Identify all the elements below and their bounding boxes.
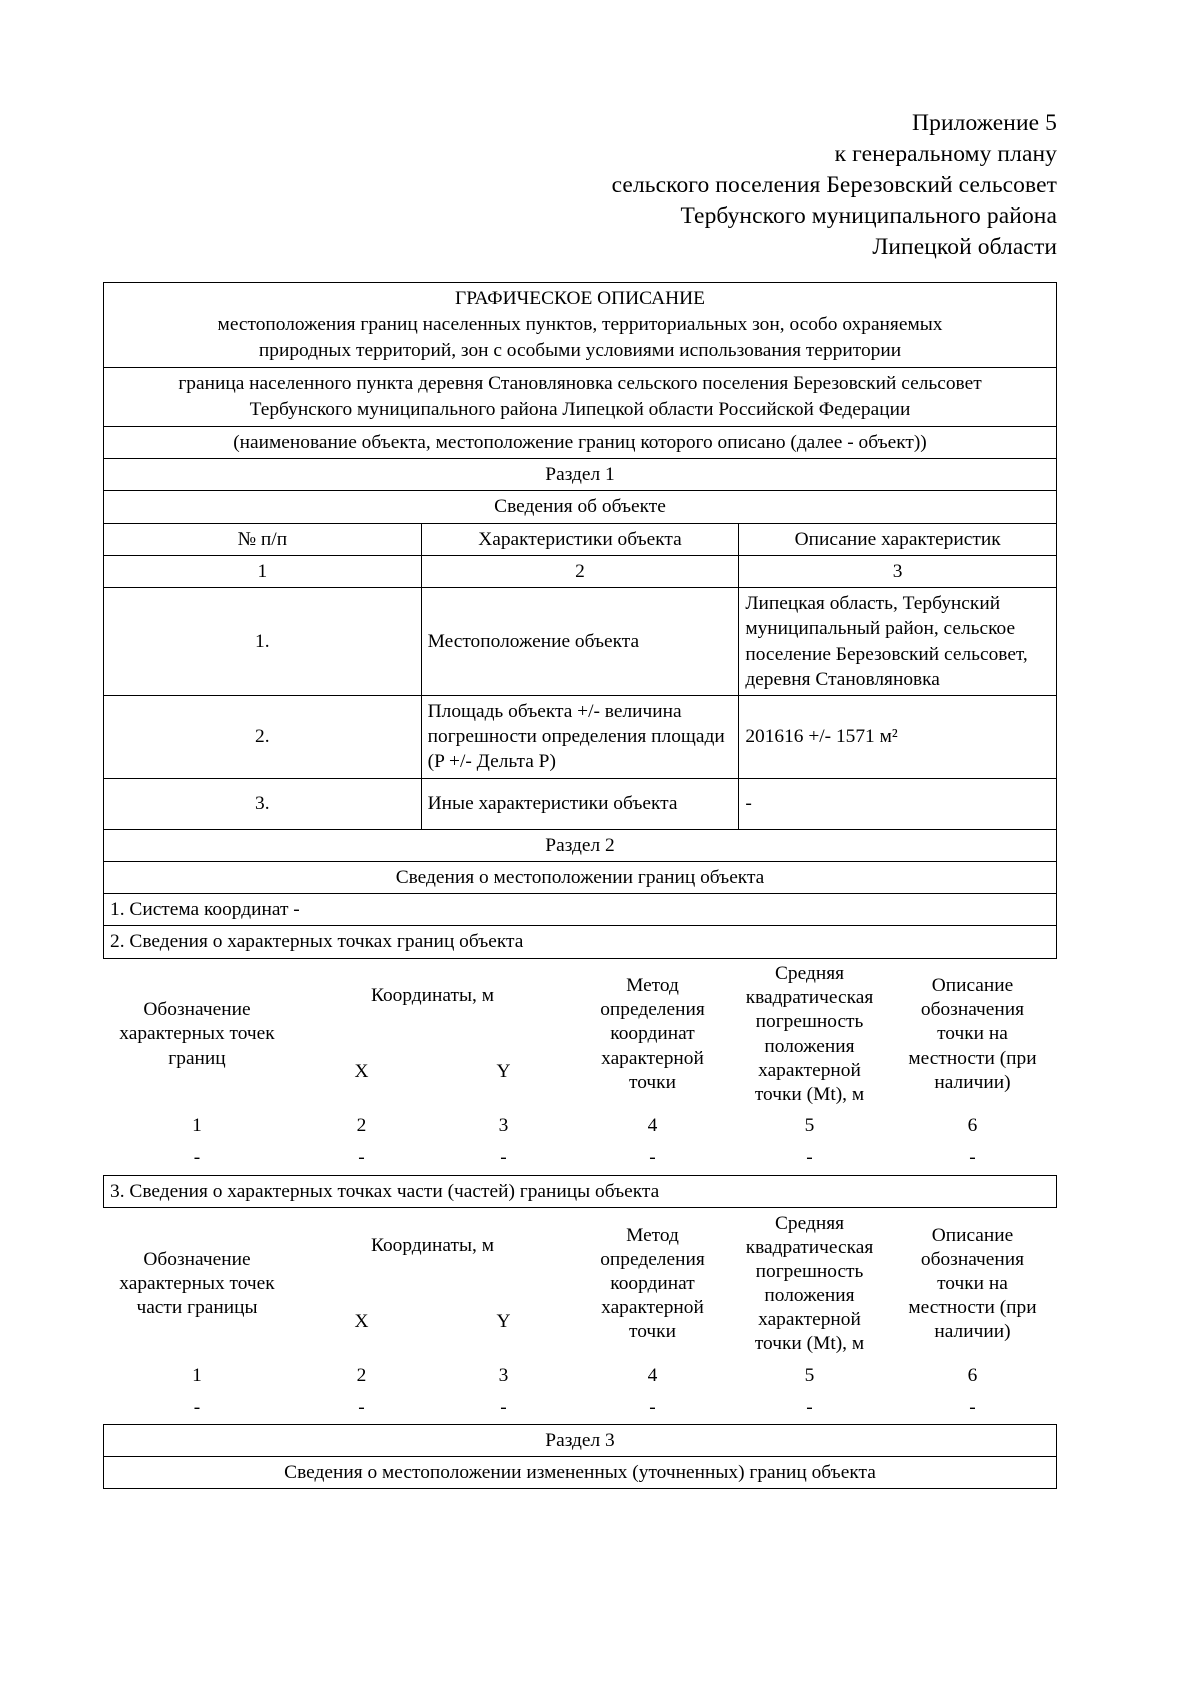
- table-header-numbers-row: [104, 1111, 1057, 1143]
- points-header-designation-line2: характерных точек: [119, 1023, 275, 1045]
- section2-label: Раздел 2: [104, 829, 1057, 861]
- points-colnum-3: 3: [498, 1115, 509, 1137]
- document-subtitle-line2: природных территорий, зон с особыми условиями использования территории: [258, 340, 902, 361]
- column-number-3: 3: [739, 555, 1057, 587]
- points-cell-1: -: [193, 1147, 201, 1169]
- boundary-points-table-cell: [104, 958, 1057, 1175]
- table-row: [104, 1424, 1057, 1456]
- points-colnum-4: 4: [647, 1115, 658, 1137]
- parts-colnum-5: 5: [804, 1364, 815, 1386]
- parts-header-error-line2: квадратическая: [745, 1236, 874, 1258]
- header-line-settlement: сельского поселения Березовский сельсовет: [611, 172, 1057, 199]
- parts-header-error: [731, 1208, 889, 1360]
- points-header-onsite-line1: Описание: [931, 975, 1014, 997]
- column-header-characteristic: Характеристики объекта: [421, 523, 739, 555]
- points-header-error: [731, 959, 889, 1111]
- table-row: [104, 695, 1057, 778]
- header-line-region: Липецкой области: [872, 234, 1057, 261]
- points-header-designation-line1: Обозначение: [143, 999, 251, 1021]
- parts-header-method-line3: координат: [610, 1272, 695, 1294]
- points-header-onsite-line2: обозначения: [920, 999, 1025, 1021]
- row1-description-line3: поселение Березовский сельсовет,: [745, 643, 1028, 665]
- table-row: [104, 1175, 1057, 1207]
- points-header-onsite-line5: наличии): [934, 1071, 1011, 1093]
- parts-header-method: [575, 1208, 731, 1360]
- parts-cell-6: -: [969, 1396, 976, 1418]
- column-header-description: Описание характеристик: [739, 523, 1057, 555]
- parts-header-error-line3: погрешность: [755, 1260, 864, 1282]
- column-header-number: № п/п: [104, 523, 422, 555]
- points-header-y: Y: [496, 1061, 511, 1083]
- header-line-appendix: Приложение 5: [912, 110, 1057, 136]
- parts-header-designation-line1: Обозначение: [143, 1248, 251, 1270]
- table-header-row: [104, 1208, 1057, 1284]
- table-row: [104, 958, 1057, 1175]
- table-header-numbers-row: [104, 555, 1057, 587]
- document-subtitle-line1: местоположения границ населенных пунктов, территориальных зон, особо охраняемых: [217, 314, 943, 335]
- table-row: [104, 829, 1057, 861]
- document-title: ГРАФИЧЕСКОЕ ОПИСАНИЕ: [455, 288, 705, 309]
- parts-header-method-line5: точки: [629, 1320, 676, 1342]
- boundary-parts-item: 3. Сведения о характерных точках части (частей) границы объекта: [104, 1175, 1057, 1207]
- points-header-coordinates: Координаты, м: [371, 985, 494, 1007]
- parts-colnum-6: 6: [967, 1364, 978, 1386]
- parts-header-error-line4: положения: [764, 1284, 855, 1306]
- table-header-numbers-row: [104, 1360, 1057, 1392]
- object-name-line2: Тербунского муниципального района Липецкой области Российской Федерации: [249, 399, 911, 420]
- parts-cell-5: -: [806, 1396, 813, 1418]
- boundary-parts-table: [104, 1208, 1057, 1424]
- parts-cell-4: -: [649, 1396, 656, 1418]
- table-row: [104, 459, 1057, 491]
- parts-header-error-line6: точки (Mt), м: [754, 1332, 865, 1354]
- points-cell-3: -: [500, 1147, 507, 1169]
- section1-label: Раздел 1: [104, 459, 1057, 491]
- points-cell-6: -: [969, 1147, 976, 1169]
- points-colnum-2: 2: [356, 1115, 367, 1137]
- table-row: [104, 894, 1057, 926]
- row1-description-line4: деревня Становляновка: [745, 668, 940, 690]
- parts-header-error-line1: Средняя: [774, 1212, 845, 1234]
- parts-header-designation-line2: характерных точек: [119, 1272, 275, 1294]
- parts-cell-2: -: [358, 1396, 365, 1418]
- table-row: [104, 861, 1057, 893]
- points-header-designation-line3: границ: [168, 1047, 226, 1069]
- header-line-district: Тербунского муниципального района: [680, 203, 1057, 230]
- object-name-line1: граница населенного пункта деревня Становляновка сельского поселения Березовский сельсовет: [178, 373, 982, 394]
- points-header-error-line2: квадратическая: [745, 987, 874, 1009]
- row1-description-line2: муниципальный район, сельское: [745, 618, 1016, 640]
- column-number-1: 1: [104, 555, 422, 587]
- parts-header-y: Y: [496, 1310, 511, 1332]
- table-row: [104, 491, 1057, 523]
- points-header-method-line1: Метод: [626, 975, 679, 997]
- points-header-error-line5: характерной: [758, 1059, 861, 1081]
- row3-characteristic: Иные характеристики объекта: [421, 778, 739, 829]
- table-header-row: [104, 959, 1057, 1035]
- row2-characteristic: [421, 695, 739, 778]
- points-colnum-6: 6: [967, 1115, 978, 1137]
- row1-description: [739, 588, 1057, 696]
- points-header-onsite: [889, 959, 1057, 1111]
- parts-header-onsite-line2: обозначения: [920, 1248, 1025, 1270]
- row3-number: 3.: [104, 778, 422, 829]
- row2-characteristic-line2: погрешности определения площади (P +/- Дельта P): [427, 726, 725, 773]
- boundary-points-table: [104, 959, 1057, 1175]
- parts-colnum-1: 1: [192, 1364, 202, 1386]
- points-header-method-line2: определения: [600, 999, 705, 1021]
- points-header-onsite-line3: точки на: [937, 1023, 1008, 1045]
- table-row: [104, 368, 1057, 427]
- points-header-error-line1: Средняя: [774, 963, 845, 985]
- table-row: [104, 778, 1057, 829]
- row2-characteristic-line1: Площадь объекта +/- величина: [427, 700, 682, 722]
- table-row: [104, 1392, 1057, 1424]
- parts-colnum-4: 4: [647, 1364, 658, 1386]
- parts-header-onsite: [889, 1208, 1057, 1360]
- coordinate-system-item: 1. Система координат -: [104, 894, 1057, 926]
- object-caption: (наименование объекта, местоположение границ которого описано (далее - объект)): [104, 427, 1057, 459]
- boundary-parts-table-cell: [104, 1207, 1057, 1424]
- parts-header-method-line2: определения: [600, 1248, 705, 1270]
- row1-description-line1: Липецкая область, Тербунский: [745, 593, 1001, 615]
- points-cell-4: -: [649, 1147, 656, 1169]
- parts-header-x: X: [354, 1310, 369, 1332]
- points-colnum-1: 1: [192, 1115, 202, 1137]
- row1-characteristic: Местоположение объекта: [421, 588, 739, 696]
- section2-subtitle: Сведения о местоположении границ объекта: [104, 861, 1057, 893]
- header-line-plan: к генеральному плану: [834, 141, 1057, 168]
- points-header-onsite-line4: местности (при: [908, 1047, 1037, 1069]
- parts-header-coordinates: Координаты, м: [371, 1234, 494, 1256]
- document-header: [417, 108, 1057, 263]
- table-row: [104, 427, 1057, 459]
- parts-header-error-line5: характерной: [758, 1308, 861, 1330]
- parts-colnum-3: 3: [498, 1364, 509, 1386]
- row3-description: -: [739, 778, 1057, 829]
- parts-header-designation-line3: части границы: [136, 1296, 258, 1318]
- points-cell-2: -: [358, 1147, 365, 1169]
- table-row: [104, 1207, 1057, 1424]
- section3-subtitle: Сведения о местоположении измененных (уточненных) границ объекта: [104, 1456, 1057, 1488]
- table-row: [104, 1456, 1057, 1488]
- table-row: [104, 283, 1057, 368]
- points-header-x: X: [354, 1061, 369, 1083]
- row1-number: 1.: [104, 588, 422, 696]
- parts-cell-3: -: [500, 1396, 507, 1418]
- parts-header-designation: [104, 1208, 291, 1360]
- document-title-cell: [104, 283, 1057, 368]
- points-cell-5: -: [806, 1147, 813, 1169]
- row2-description-area-value: 201616 +/- 1571 м²: [739, 695, 1057, 778]
- table-header-row: [104, 523, 1057, 555]
- parts-header-method-line1: Метод: [626, 1224, 679, 1246]
- parts-header-onsite-line3: точки на: [937, 1272, 1008, 1294]
- parts-header-onsite-line1: Описание: [931, 1224, 1014, 1246]
- parts-header-onsite-line5: наличии): [934, 1320, 1011, 1342]
- parts-header-method-line4: характерной: [601, 1296, 704, 1318]
- boundary-points-item: 2. Сведения о характерных точках границ объекта: [104, 926, 1057, 958]
- points-header-method: [575, 959, 731, 1111]
- points-header-error-line3: погрешность: [755, 1011, 864, 1033]
- column-number-2: 2: [421, 555, 739, 587]
- parts-cell-1: -: [193, 1396, 201, 1418]
- parts-header-onsite-line4: местности (при: [908, 1296, 1037, 1318]
- points-header-error-line6: точки (Mt), м: [754, 1083, 865, 1105]
- table-row: [104, 588, 1057, 696]
- table-row: [104, 1143, 1057, 1175]
- section1-subtitle: Сведения об объекте: [104, 491, 1057, 523]
- points-header-method-line5: точки: [629, 1071, 676, 1093]
- table-row: [104, 926, 1057, 958]
- points-header-designation: [104, 959, 291, 1111]
- parts-colnum-2: 2: [356, 1364, 367, 1386]
- points-colnum-5: 5: [804, 1115, 815, 1137]
- points-header-method-line3: координат: [610, 1023, 695, 1045]
- points-header-error-line4: положения: [764, 1035, 855, 1057]
- section3-label: Раздел 3: [104, 1424, 1057, 1456]
- object-name-cell: [104, 368, 1057, 427]
- points-header-method-line4: характерной: [601, 1047, 704, 1069]
- main-document-table: [103, 282, 1057, 1489]
- row2-number: 2.: [104, 695, 422, 778]
